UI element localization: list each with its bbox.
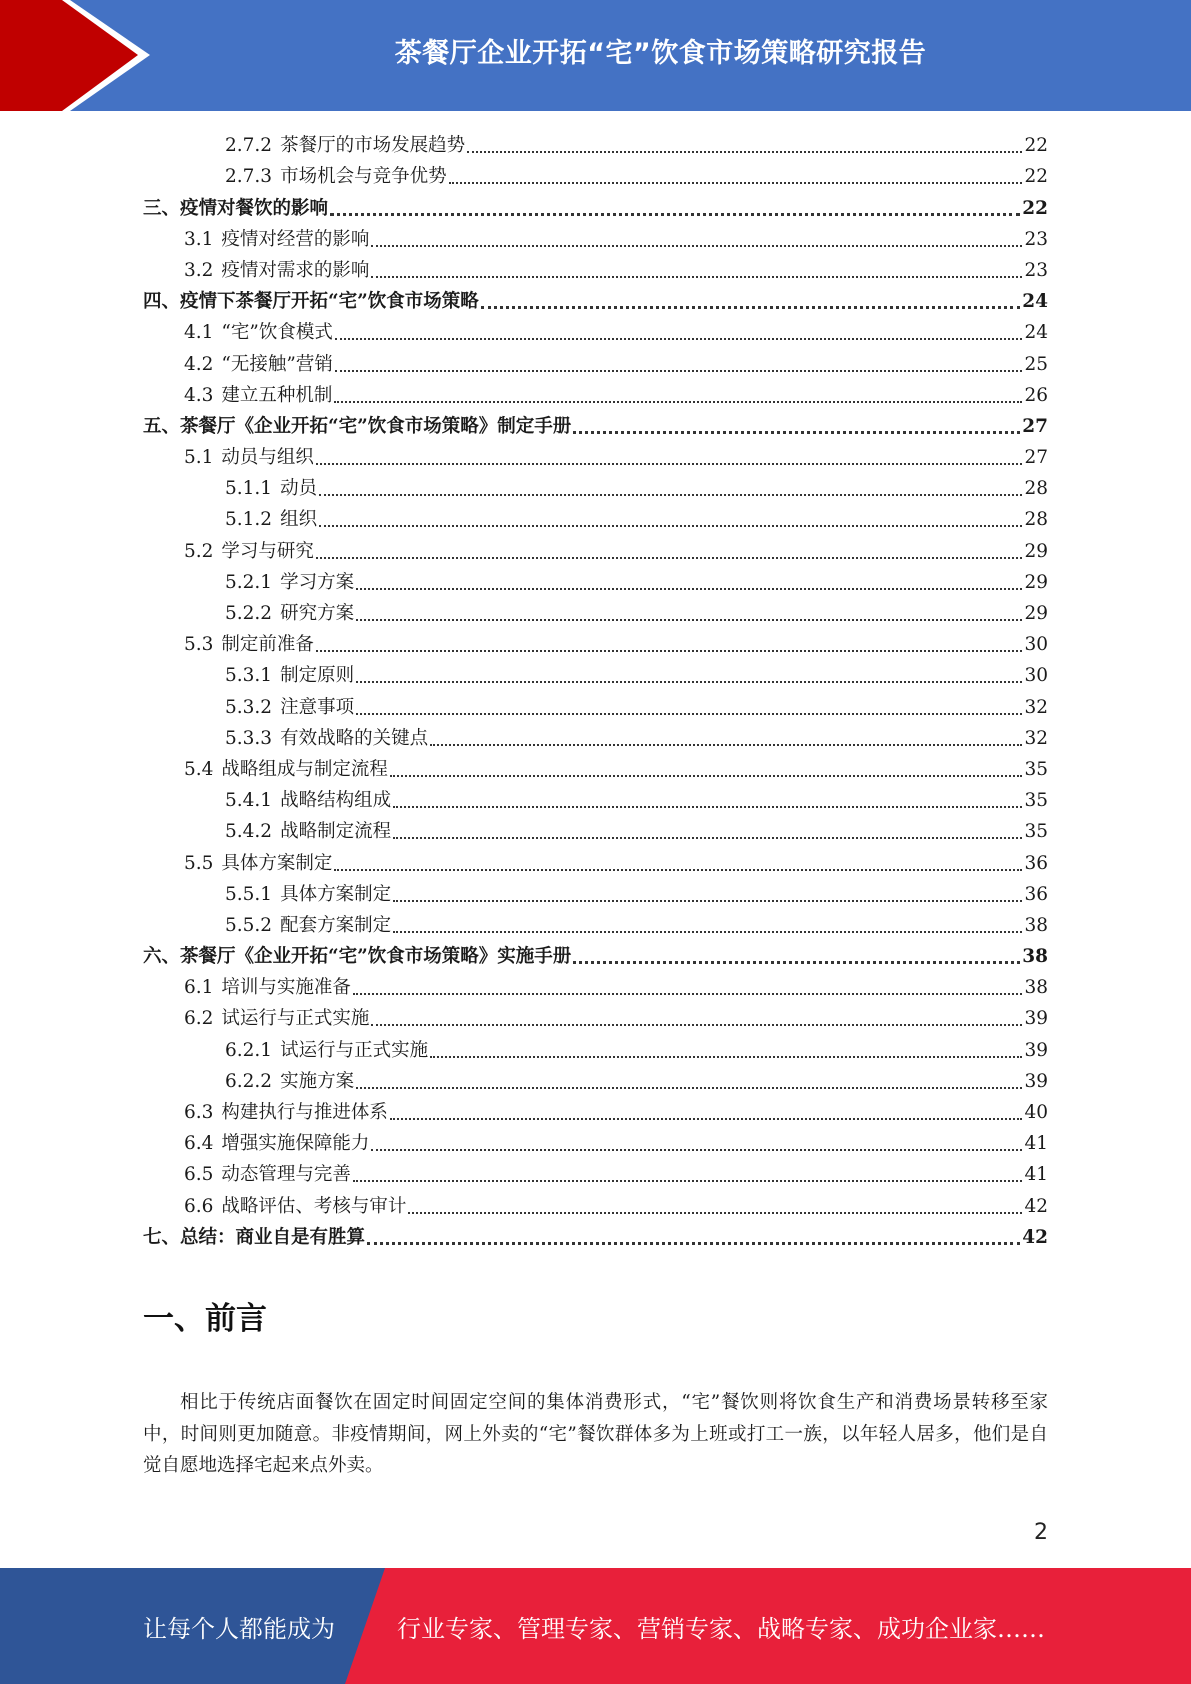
toc-entry-title: 战略组成与制定流程 xyxy=(221,758,388,780)
toc-entry-page: 36 xyxy=(1024,852,1048,874)
toc-entry-page: 29 xyxy=(1024,571,1048,593)
toc-entry-title: 具体方案制定 xyxy=(280,883,392,905)
toc-entry-title: 战略评估、考核与审计 xyxy=(221,1195,407,1217)
toc-entry-number: 5.5 xyxy=(184,852,214,874)
toc-entry[interactable] xyxy=(143,1031,1048,1062)
toc-entry-page: 28 xyxy=(1024,509,1048,531)
toc-entry[interactable] xyxy=(143,1187,1048,1218)
toc-entry-number: 6.4 xyxy=(184,1133,214,1155)
toc-entry-number: 6.5 xyxy=(184,1164,214,1186)
toc-entry-number: 5.2 xyxy=(184,540,214,562)
page-number: 2 xyxy=(1034,1520,1048,1545)
toc-entry-title: 三、疫情对餐饮的影响 xyxy=(143,197,329,219)
toc-entry[interactable] xyxy=(143,470,1048,501)
toc-entry-number: 5.1.2 xyxy=(225,509,273,531)
toc-entry[interactable] xyxy=(143,876,1048,907)
toc-entry[interactable] xyxy=(143,1063,1048,1094)
toc-entry[interactable] xyxy=(143,969,1048,1000)
toc-entry-number: 6.3 xyxy=(184,1102,214,1123)
toc-entry-number: 5.3.1 xyxy=(225,665,273,687)
toc-leader-dots xyxy=(316,646,1023,652)
toc-entry[interactable] xyxy=(143,221,1048,252)
toc-entry-title: 组织 xyxy=(280,509,318,531)
toc-entry-page: 38 xyxy=(1022,946,1048,968)
toc-entry-page: 22 xyxy=(1024,166,1048,188)
toc-entry-number: 2.7.3 xyxy=(225,166,273,188)
toc-entry-page: 40 xyxy=(1024,1102,1048,1123)
toc-entry[interactable] xyxy=(143,408,1048,439)
toc-entry-number: 6.6 xyxy=(184,1195,214,1217)
toc-leader-dots xyxy=(335,334,1023,340)
toc-entry-title: 研究方案 xyxy=(280,603,355,624)
toc-entry-title: 制定原则 xyxy=(280,665,355,687)
toc-leader-dots xyxy=(408,1208,1022,1214)
toc-leader-dots xyxy=(390,1114,1023,1120)
toc-entry[interactable] xyxy=(143,657,1048,688)
toc-entry-page: 26 xyxy=(1024,384,1048,406)
toc-entry-title: “宅”饮食模式 xyxy=(221,322,333,344)
toc-entry-page: 29 xyxy=(1024,603,1048,624)
toc-entry[interactable] xyxy=(143,1125,1048,1156)
toc-entry-number: 5.2.2 xyxy=(225,603,273,624)
toc-entry-number: 5.4.1 xyxy=(225,790,273,812)
toc-leader-dots xyxy=(353,1176,1023,1182)
toc-entry-number: 5.1.1 xyxy=(225,478,273,500)
toc-entry[interactable] xyxy=(143,938,1048,969)
toc-entry[interactable] xyxy=(143,189,1048,220)
toc-entry-title: 战略结构组成 xyxy=(280,790,392,812)
toc-leader-dots xyxy=(335,366,1023,372)
toc-entry-page: 27 xyxy=(1024,447,1048,469)
toc-entry-page: 41 xyxy=(1024,1133,1048,1155)
table-of-contents xyxy=(143,127,1048,1250)
toc-entry[interactable] xyxy=(143,252,1048,283)
toc-entry-page: 25 xyxy=(1024,353,1048,375)
toc-entry[interactable] xyxy=(143,751,1048,782)
footer-slogan-left: 让每个人都能成为 xyxy=(143,1614,335,1643)
toc-leader-dots xyxy=(393,896,1022,902)
toc-leader-dots xyxy=(334,865,1022,871)
toc-leader-dots xyxy=(393,927,1022,933)
toc-entry-page: 29 xyxy=(1024,540,1048,562)
toc-entry-title: 茶餐厅的市场发展趋势 xyxy=(280,135,466,157)
toc-entry-page: 38 xyxy=(1024,977,1048,999)
toc-entry-number: 3.2 xyxy=(184,259,214,281)
toc-leader-dots xyxy=(367,1238,1020,1245)
toc-entry[interactable] xyxy=(143,688,1048,719)
toc-entry-page: 27 xyxy=(1022,415,1048,437)
toc-entry-title: 配套方案制定 xyxy=(280,914,392,936)
toc-entry-page: 22 xyxy=(1024,135,1048,157)
toc-leader-dots xyxy=(353,989,1023,995)
toc-entry-number: 5.4 xyxy=(184,758,214,780)
toc-entry-title: 市场机会与竞争优势 xyxy=(280,166,447,188)
toc-entry-page: 30 xyxy=(1024,665,1048,687)
toc-entry-title: 有效战略的关键点 xyxy=(280,727,429,749)
toc-entry-title: 四、疫情下茶餐厅开拓“宅”饮食市场策略 xyxy=(143,291,479,313)
toc-entry[interactable] xyxy=(143,1094,1048,1125)
toc-entry[interactable] xyxy=(143,439,1048,470)
footer-slogan-right: 行业专家、管理专家、营销专家、战略专家、成功企业家…… xyxy=(397,1614,1045,1643)
toc-entry-page: 28 xyxy=(1024,478,1048,500)
toc-leader-dots xyxy=(316,553,1023,559)
toc-entry-title: 战略制定流程 xyxy=(280,821,392,843)
toc-entry[interactable] xyxy=(143,314,1048,345)
toc-entry-number: 4.3 xyxy=(184,384,214,406)
toc-entry-title: 注意事项 xyxy=(280,696,355,718)
toc-entry-page: 23 xyxy=(1024,259,1048,281)
toc-entry-title: “无接触”营销 xyxy=(221,353,333,375)
toc-entry-page: 35 xyxy=(1024,790,1048,812)
toc-entry-page: 30 xyxy=(1024,634,1048,656)
toc-entry-number: 5.5.1 xyxy=(225,883,273,905)
toc-leader-dots xyxy=(371,1020,1022,1026)
toc-entry-number: 4.2 xyxy=(184,353,214,375)
toc-entry-page: 32 xyxy=(1024,727,1048,749)
toc-entry-page: 35 xyxy=(1024,821,1048,843)
toc-entry[interactable] xyxy=(143,283,1048,314)
toc-entry-title: 构建执行与推进体系 xyxy=(221,1102,388,1123)
toc-leader-dots xyxy=(319,521,1022,527)
toc-entry-title: 动员与组织 xyxy=(221,447,314,469)
toc-entry-title: 疫情对经营的影响 xyxy=(221,228,370,250)
toc-entry-page: 24 xyxy=(1024,322,1048,344)
toc-entry[interactable] xyxy=(143,813,1048,844)
toc-leader-dots xyxy=(356,677,1022,683)
toc-entry[interactable] xyxy=(143,720,1048,751)
toc-entry[interactable] xyxy=(143,595,1048,626)
toc-entry-title: 动员 xyxy=(280,478,318,500)
toc-entry-title: 建立五种机制 xyxy=(221,384,333,406)
toc-entry-number: 5.1 xyxy=(184,447,214,469)
toc-entry[interactable] xyxy=(143,782,1048,813)
toc-entry[interactable] xyxy=(143,532,1048,563)
toc-leader-dots xyxy=(334,397,1022,403)
toc-entry[interactable] xyxy=(143,377,1048,408)
toc-entry-number: 5.4.2 xyxy=(225,821,273,843)
toc-entry-title: 增强实施保障能力 xyxy=(221,1133,370,1155)
toc-leader-dots xyxy=(573,957,1020,964)
toc-entry-number: 6.2.1 xyxy=(225,1039,273,1061)
toc-leader-dots xyxy=(356,1083,1022,1089)
toc-leader-dots xyxy=(573,427,1020,434)
toc-entry-page: 32 xyxy=(1024,696,1048,718)
toc-entry[interactable] xyxy=(143,907,1048,938)
toc-entry-title: 动态管理与完善 xyxy=(221,1164,351,1186)
toc-entry-number: 5.3 xyxy=(184,634,214,656)
header-title: 茶餐厅企业开拓“宅”饮食市场策略研究报告 xyxy=(394,37,927,69)
toc-leader-dots xyxy=(390,771,1023,777)
toc-entry-page: 42 xyxy=(1022,1226,1048,1248)
toc-entry-title: 五、茶餐厅《企业开拓“宅”饮食市场策略》制定手册 xyxy=(143,415,572,437)
toc-entry[interactable] xyxy=(143,345,1048,376)
toc-leader-dots xyxy=(481,302,1020,309)
toc-entry[interactable] xyxy=(143,1219,1048,1250)
toc-entry-title: 实施方案 xyxy=(280,1070,355,1092)
toc-leader-dots xyxy=(430,1052,1022,1058)
page-footer xyxy=(0,1568,1191,1684)
toc-leader-dots xyxy=(449,178,1023,184)
toc-entry-title: 具体方案制定 xyxy=(221,852,333,874)
toc-entry-number: 5.3.3 xyxy=(225,727,273,749)
toc-entry-title: 疫情对需求的影响 xyxy=(221,259,370,281)
toc-entry[interactable] xyxy=(143,844,1048,875)
toc-leader-dots xyxy=(467,147,1022,153)
toc-entry[interactable] xyxy=(143,158,1048,189)
toc-leader-dots xyxy=(371,241,1022,247)
body-paragraph: 相比于传统店面餐饮在固定时间固定空间的集体消费形式，“宅”餐饮则将饮食生产和消费场景转移至家中，时间则更加随意。非疫情期间，网上外卖的“宅”餐饮群体多为上班或打工一族，以年轻人居多，他们是自觉自愿地选择宅起来点外卖。 xyxy=(143,1392,1048,1476)
toc-leader-dots xyxy=(316,459,1023,465)
toc-entry-page: 39 xyxy=(1024,1070,1048,1092)
toc-entry-number: 3.1 xyxy=(184,228,214,250)
toc-entry-page: 36 xyxy=(1024,883,1048,905)
toc-entry-number: 6.2.2 xyxy=(225,1070,273,1092)
toc-entry-number: 5.5.2 xyxy=(225,914,273,936)
toc-entry[interactable] xyxy=(143,127,1048,158)
toc-entry-number: 4.1 xyxy=(184,322,214,344)
toc-entry[interactable] xyxy=(143,1156,1048,1187)
toc-leader-dots xyxy=(393,833,1022,839)
toc-entry-title: 七、总结：商业自是有胜算 xyxy=(143,1226,366,1248)
toc-entry-page: 39 xyxy=(1024,1008,1048,1030)
toc-entry-page: 41 xyxy=(1024,1164,1048,1186)
toc-entry[interactable] xyxy=(143,564,1048,595)
toc-entry[interactable] xyxy=(143,626,1048,657)
toc-leader-dots xyxy=(356,584,1022,590)
toc-entry-page: 22 xyxy=(1022,197,1048,219)
toc-entry[interactable] xyxy=(143,501,1048,532)
toc-leader-dots xyxy=(356,615,1022,621)
toc-leader-dots xyxy=(356,709,1022,715)
toc-entry-page: 38 xyxy=(1024,914,1048,936)
toc-entry-page: 24 xyxy=(1022,291,1048,313)
toc-entry-title: 学习方案 xyxy=(280,571,355,593)
toc-entry-number: 5.2.1 xyxy=(225,571,273,593)
toc-entry-number: 6.1 xyxy=(184,977,214,999)
toc-entry[interactable] xyxy=(143,1000,1048,1031)
page-header xyxy=(0,0,1191,111)
toc-entry-title: 学习与研究 xyxy=(221,540,314,562)
toc-entry-title: 试运行与正式实施 xyxy=(221,1008,370,1030)
toc-leader-dots xyxy=(430,740,1022,746)
toc-leader-dots xyxy=(371,272,1022,278)
toc-leader-dots xyxy=(393,802,1022,808)
section-heading: 一、前言 xyxy=(143,1301,267,1337)
toc-entry-number: 6.2 xyxy=(184,1008,214,1030)
toc-leader-dots xyxy=(319,490,1022,496)
toc-entry-title: 试运行与正式实施 xyxy=(280,1039,429,1061)
toc-leader-dots xyxy=(330,209,1020,216)
toc-entry-title: 制定前准备 xyxy=(221,634,314,656)
toc-entry-number: 2.7.2 xyxy=(225,135,273,157)
toc-entry-title: 六、茶餐厅《企业开拓“宅”饮食市场策略》实施手册 xyxy=(143,946,572,968)
toc-entry-page: 23 xyxy=(1024,228,1048,250)
toc-entry-page: 42 xyxy=(1024,1195,1048,1217)
toc-entry-page: 39 xyxy=(1024,1039,1048,1061)
toc-entry-title: 培训与实施准备 xyxy=(221,977,351,999)
toc-leader-dots xyxy=(371,1145,1022,1151)
toc-entry-page: 35 xyxy=(1024,758,1048,780)
toc-entry-number: 5.3.2 xyxy=(225,696,273,718)
